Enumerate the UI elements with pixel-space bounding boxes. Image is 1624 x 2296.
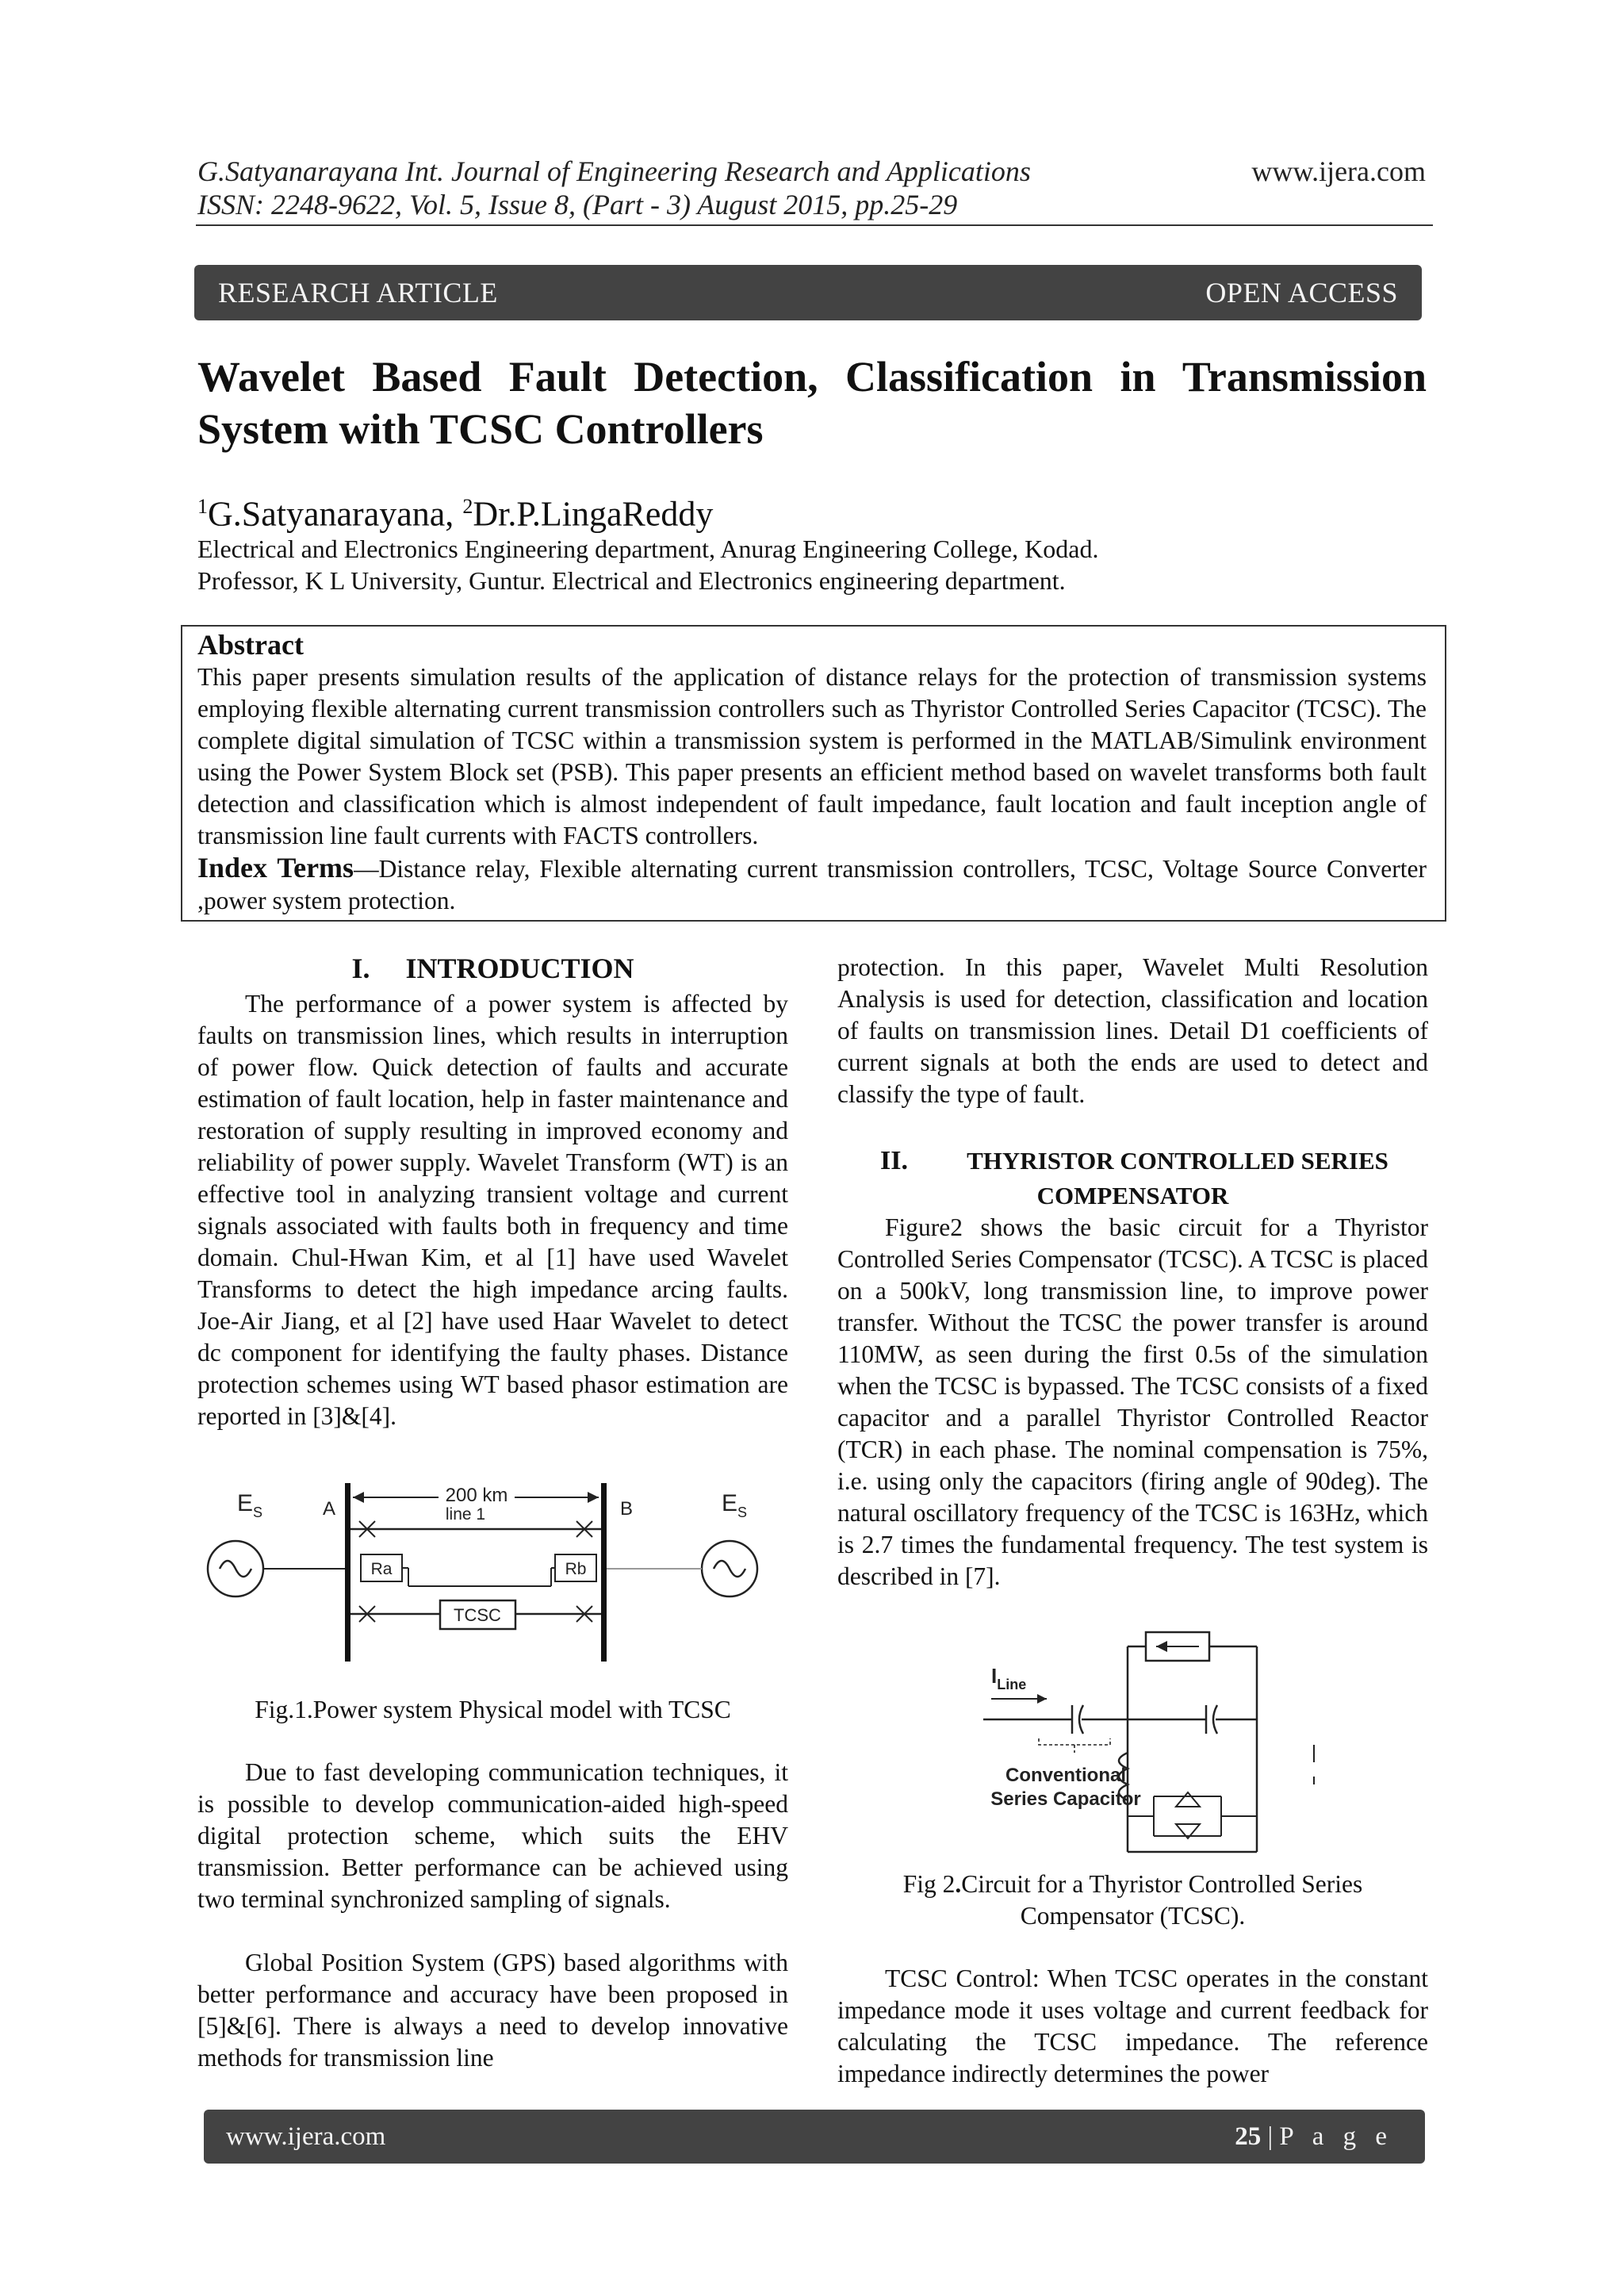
intro-paragraph-4: protection. In this paper, Wavelet Multi Resolution Analysis is used for detection, classification and location of faults on transmission lines. Detail D1 coefficients of current signals at both the ends are used to detect and classify the type of fault. <box>837 953 1428 1108</box>
page-number: 25 | P a g e <box>1235 2122 1393 2151</box>
section-2-number: II. <box>880 1146 908 1175</box>
distance-label: 200 km <box>445 1485 508 1506</box>
bus-b-label: B <box>620 1498 634 1520</box>
bus-a-label: A <box>323 1498 336 1520</box>
introduction-heading: I. INTRODUCTION <box>351 953 634 984</box>
fig1-caption: Fig.1.Power system Physical model with TCSC <box>255 1696 731 1723</box>
left-source-label: $E_S$ <box>237 1490 263 1520</box>
author-2-marker: 2 <box>462 495 473 518</box>
header-rule <box>196 224 1433 226</box>
section-2-heading-line-1: THYRISTOR CONTROLLED SERIES <box>967 1147 1388 1175</box>
article-type-banner <box>194 265 1422 320</box>
journal-line-2: ISSN: 2248-9622, Vol. 5, Issue 8, (Part - 3) August 2015, pp.25-29 <box>197 189 958 220</box>
line-1-label: line 1 <box>445 1505 486 1524</box>
author-line <box>197 485 713 536</box>
relay-a-label: Ra <box>370 1560 393 1578</box>
bus-a-bar <box>345 1483 350 1662</box>
section-2-paragraph-1: Figure2 shows the basic circuit for a Thyristor Controlled Series Compensator (TCSC). A TCSC is placed on a 500kV, long transmission line, to improve power transfer. Without the TCSC the power transfer is around 110MW, as seen during the first 0.5s of the simulation when the TCSC is bypassed. The TCSC consists of a fixed capacitor and a parallel Thyristor Controlled Reactor (TCR) in each phase. The nominal compensation is 75%, i.e. using only the capacitors (firing angle of 90deg). The natural oscillatory frequency of the TCSC is 163Hz, which is 2.7 times the fundamental frequency. The test system is described in [7]. <box>837 1213 1428 1590</box>
author-1-marker: 1 <box>197 495 208 518</box>
relay-b-label: Rb <box>565 1560 587 1578</box>
abstract-heading: Abstract <box>197 629 304 661</box>
bus-b-bar <box>601 1483 607 1662</box>
page-footer <box>204 2110 1425 2164</box>
right-source-icon <box>702 1541 757 1596</box>
paper-title: Wavelet Based Fault Detection, Classification in Transmission System with TCSC Controllers <box>197 353 1427 453</box>
series-capacitor-label: Series Capacitor <box>990 1788 1141 1810</box>
intro-paragraph-3: Global Position System (GPS) based algorithms with better performance and accuracy have been proposed in [5]&[6]. There is always a need to develop innovative methods for transmission line <box>197 1949 788 2072</box>
abstract-text: This paper presents simulation results of the application of distance relays for the protection of transmission systems employing flexible alternating current transmission controllers such as Thyristor Controlled Series Capacitor (TCSC). The complete digital simulation of TCSC within a transmission system is performed in the MATLAB/Simulink environment using the Power System Block set (PSB). This paper presents an efficient method based on wavelet transforms both fault detection and classification which is almost independent of fault impedance, fault location and fault inception angle of transmission line fault currents with FACTS controllers. <box>197 663 1427 849</box>
tcsc-label: TCSC <box>454 1605 501 1625</box>
affiliation-2: Professor, K L University, Guntur. Electrical and Electronics engineering department. <box>197 566 1066 595</box>
index-terms-label: Index Terms <box>197 852 354 884</box>
open-access-label: OPEN ACCESS <box>1205 277 1398 309</box>
author-1-name: G.Satyanarayana, <box>208 494 463 534</box>
fig1-power-system-diagram <box>202 1475 781 1669</box>
section-2-heading-line-2: COMPENSATOR <box>1036 1182 1229 1209</box>
conventional-label: Conventional <box>1005 1765 1127 1786</box>
affiliation-1: Electrical and Electronics Engineering department, Anurag Engineering College, Kodad. <box>197 535 1099 563</box>
intro-paragraph-1: The performance of a power system is affected by faults on transmission lines, which results in interruption of power flow. Quick detection of faults and accurate estimation of fault location, help in faster maintenance and restoration of supply resulting in improved economy and reliability of power supply. Wavelet Transform (WT) is an effective tool in analyzing transient voltage and current signals associated with faults both in frequency and time domain. Chul-Hwan Kim, et al [1] have used Wavelet Transforms to detect the high impedance arcing faults. Joe-Air Jiang, et al [2] have used Haar Wavelet to detect dc component for identifying the faulty phases. Distance protection schemes using WT based phasor estimation are reported in [3]&[4]. <box>197 990 788 1430</box>
index-terms-text: —Distance relay, Flexible alternating current transmission controllers, TCSC, Voltage Source Converter ,power system protection. <box>197 855 1427 914</box>
left-source-icon <box>208 1541 263 1596</box>
iline-label: $I_{Line}$ <box>991 1664 1027 1692</box>
thyristor-up-icon <box>1176 1792 1200 1807</box>
intro-paragraph-2: Due to fast developing communication techniques, it is possible to develop communication-aided high-speed digital protection scheme, which suits the EHV transmission. Better performance can be achieved using two terminal synchronized sampling of signals. <box>197 1758 788 1913</box>
author-2-name: Dr.P.LingaReddy <box>473 494 714 534</box>
header-url[interactable]: www.ijera.com <box>1251 155 1426 187</box>
research-article-label: RESEARCH ARTICLE <box>218 277 498 309</box>
right-source-label: $E_S$ <box>722 1490 748 1520</box>
journal-line-1: G.Satyanarayana Int. Journal of Engineering Research and Applications <box>197 155 1031 187</box>
fig2-tcsc-circuit <box>983 1626 1332 1864</box>
fig2-caption-line-1: Fig 2.Circuit for a Thyristor Controlled Series <box>902 1870 1363 1898</box>
section-2-paragraph-2: TCSC Control: When TCSC operates in the constant impedance mode it uses voltage and current feedback for calculating the TCSC impedance. The reference impedance indirectly determines the power <box>837 1964 1428 2087</box>
abstract-body <box>197 661 1427 917</box>
fig2-caption-line-2: Compensator (TCSC). <box>1020 1902 1246 1930</box>
footer-url[interactable]: www.ijera.com <box>226 2122 386 2151</box>
